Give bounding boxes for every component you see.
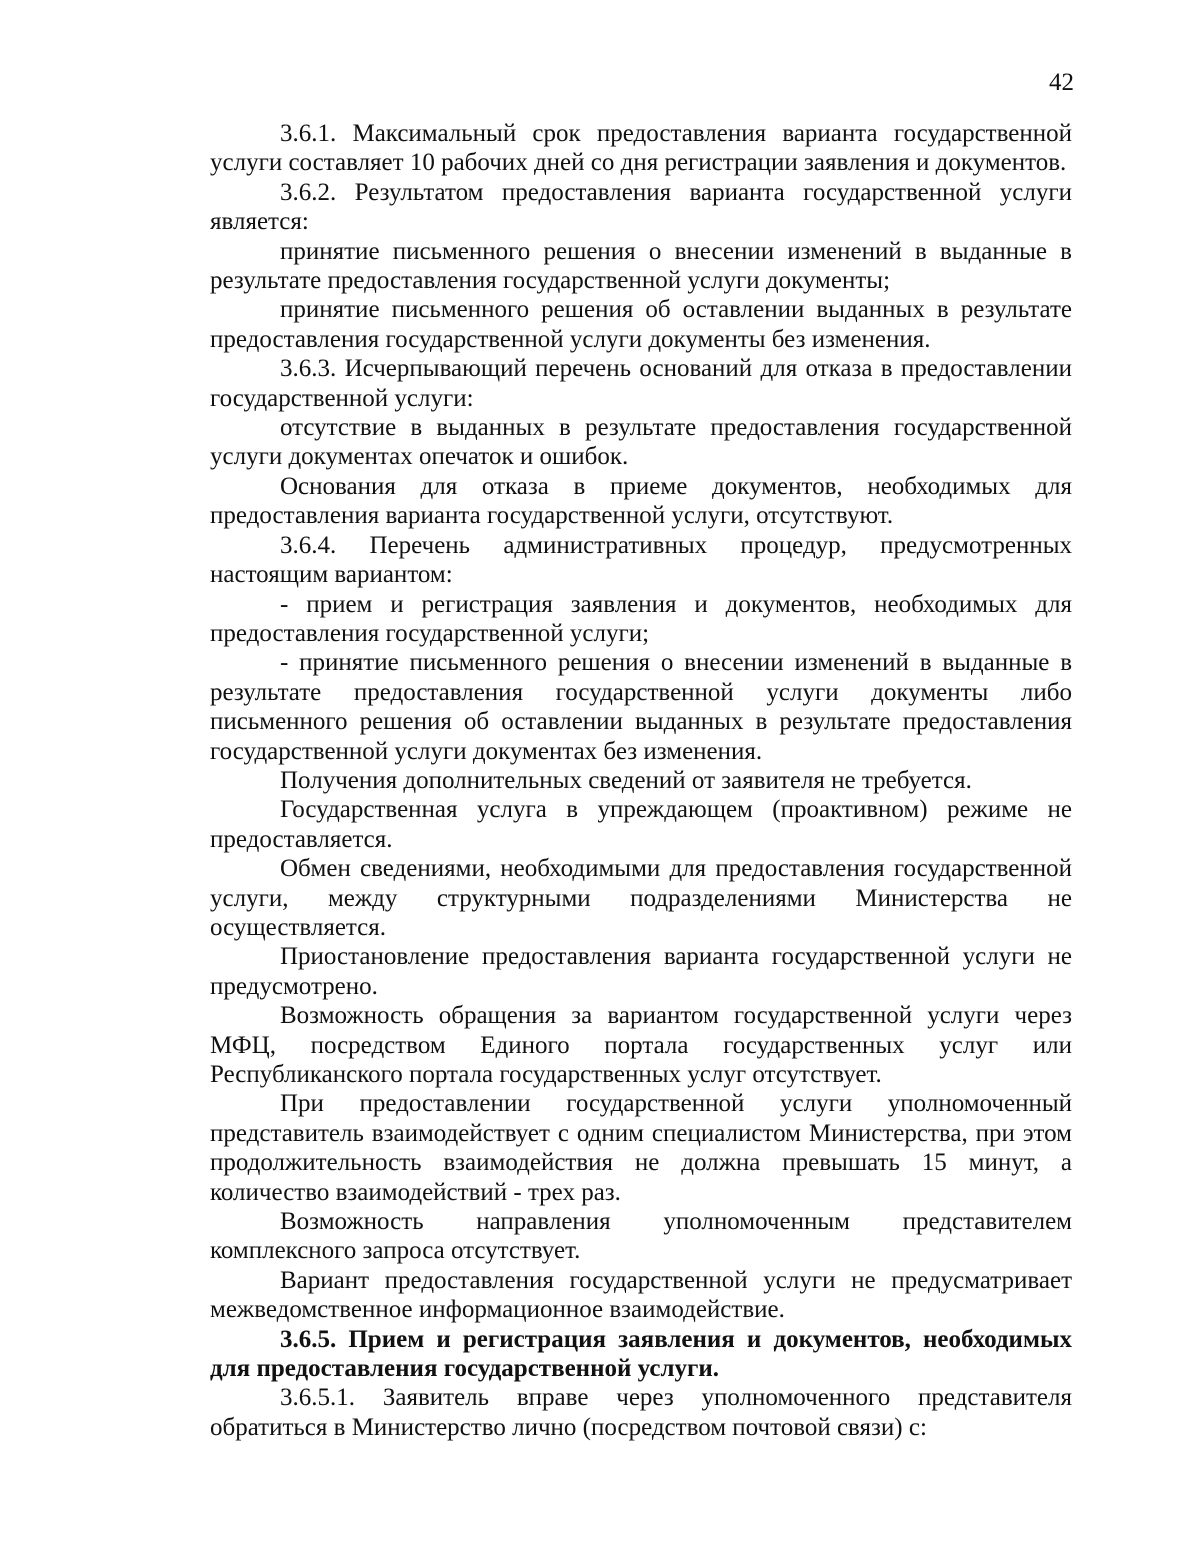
paragraph-interagency: Вариант предоставления государственной услуги не предусматривает межведомственное информационное взаимодействие. [210, 1266, 1072, 1324]
paragraph-procedure-2: - принятие письменного решения о внесении изменений в выданные в результате предоставления государственной услуги документы либо письменного решения об оставлении выданных в результате предоставления государственной услуги документах без изменения. [210, 649, 1072, 765]
paragraph-result-no-changes: принятие письменного решения об оставлении выданных в результате предоставления государственной услуги документы без изменения. [210, 296, 1072, 353]
paragraph-refusal-ground: отсутствие в выданных в результате предоставления государственной услуги документах опечаток и ошибок. [210, 414, 1072, 471]
paragraph-mfc-portal: Возможность обращения за вариантом государственной услуги через МФЦ, посредством Единого портала государственных услуг или Республиканского портала государственных услуг отсутствует. [210, 1002, 1072, 1088]
paragraph-information-exchange: Обмен сведениями, необходимыми для предоставления государственной услуги, между структурными подразделениями Министерства не осуществляется. [210, 855, 1072, 941]
document-body [210, 119, 1072, 1442]
paragraph-3-6-5-1: 3.6.5.1. Заявитель вправе через уполномоченного представителя обратиться в Министерство лично (посредством почтовой связи) с: [210, 1384, 1072, 1441]
paragraph-procedure-1: - прием и регистрация заявления и документов, необходимых для предоставления государственной услуги; [210, 590, 1072, 647]
page-number: 42 [1049, 69, 1074, 96]
paragraph-3-6-2: 3.6.2. Результатом предоставления варианта государственной услуги является: [210, 178, 1072, 236]
paragraph-result-changes: принятие письменного решения о внесении изменений в выданные в результате предоставления государственной услуги документы; [210, 237, 1072, 295]
paragraph-no-refusal-grounds: Основания для отказа в приеме документов, необходимых для предоставления варианта государственной услуги, отсутствуют. [210, 472, 1072, 530]
section-heading-3-6-5: 3.6.5. Прием и регистрация заявления и документов, необходимых для предоставления государственной услуги. [210, 1325, 1072, 1383]
paragraph-3-6-1: 3.6.1. Максимальный срок предоставления варианта государственной услуги составляет 10 рабочих дней со дня регистрации заявления и документов. [210, 120, 1072, 177]
paragraph-interaction: При предоставлении государственной услуги уполномоченный представитель взаимодействует с одним специалистом Министерства, при этом продолжительность взаимодействия не должна превышать 15 минут, а количество взаимодействий - трех раз. [210, 1090, 1072, 1206]
paragraph-proactive-mode: Государственная услуга в упреждающем (проактивном) режиме не предоставляется. [210, 796, 1072, 853]
paragraph-3-6-3: 3.6.3. Исчерпывающий перечень оснований для отказа в предоставлении государственной услуги: [210, 355, 1072, 412]
paragraph-suspension: Приостановление предоставления варианта государственной услуги не предусмотрено. [210, 943, 1072, 1000]
paragraph-no-additional-info: Получения дополнительных сведений от заявителя не требуется. [280, 766, 972, 794]
paragraph-3-6-4: 3.6.4. Перечень административных процедур, предусмотренных настоящим вариантом: [210, 531, 1072, 589]
paragraph-complex-request: Возможность направления уполномоченным представителем комплексного запроса отсутствует. [210, 1208, 1072, 1265]
